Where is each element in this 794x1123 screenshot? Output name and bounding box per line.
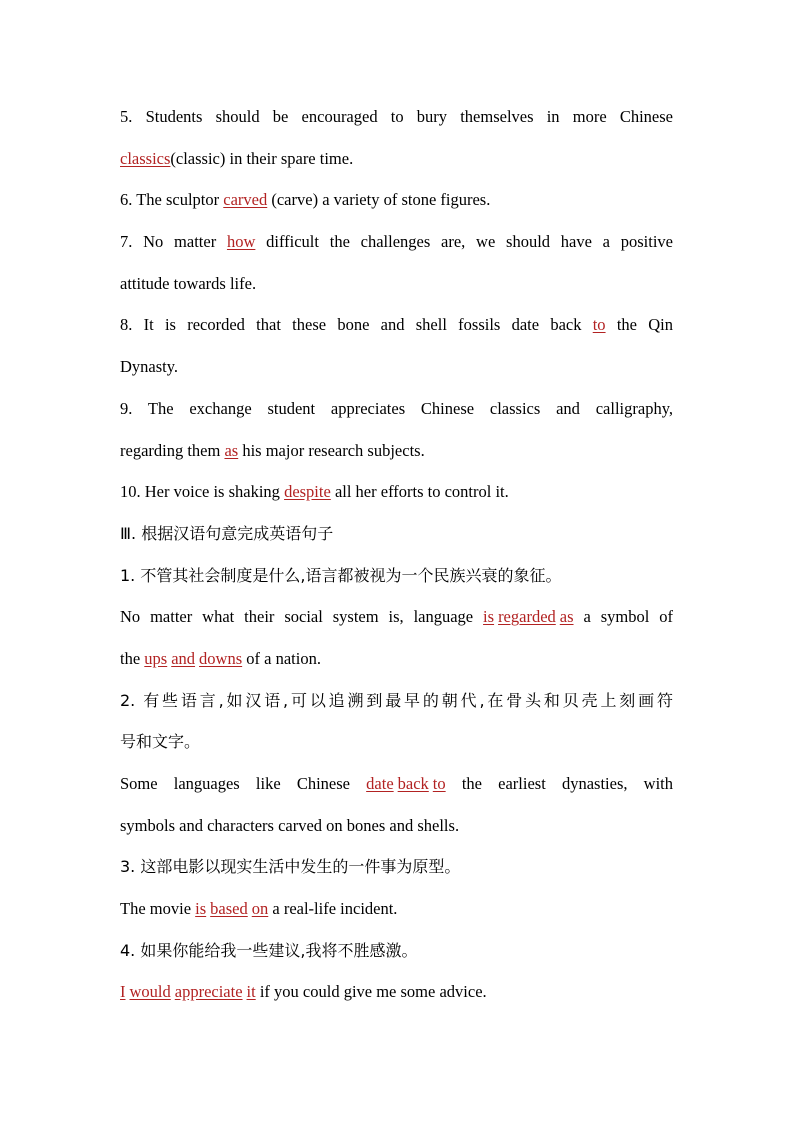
q7-line-2: attitude towards life. — [120, 273, 257, 293]
s1-answer-5: and — [171, 648, 196, 668]
q7-answer: how — [226, 232, 256, 252]
s1-answer-4: ups — [144, 648, 168, 668]
s4-answer-4: it — [246, 982, 256, 1002]
s3-answer-3: on — [251, 899, 269, 919]
q5-answer: classics — [120, 148, 171, 168]
s1-line-1: No matter what their social system is, language is regarded as a symbol of — [120, 607, 673, 627]
s4-chinese: 4. 如果你能给我一些建议,我将不胜感激。 — [120, 940, 418, 960]
s3-answer-2: based — [210, 899, 248, 919]
section-3-heading: Ⅲ. 根据汉语句意完成英语句子 — [120, 523, 334, 543]
q9-line-2: regarding them as his major research subjects. — [120, 440, 425, 460]
s3-line: The movie is based on a real-life incident. — [120, 899, 398, 919]
s2-line-2: symbols and characters carved on bones and shells. — [120, 815, 460, 835]
document-page — [120, 96, 673, 1013]
s2-answer-3: to — [432, 774, 446, 793]
s1-answer-1: is — [483, 607, 495, 627]
s3-chinese: 3. 这部电影以现实生活中发生的一件事为原型。 — [120, 857, 461, 877]
s4-answer-3: appreciate — [174, 982, 243, 1002]
s2-chinese-2: 号和文字。 — [120, 732, 201, 752]
q6-answer: carved — [223, 190, 268, 210]
s2-answer-2: back — [397, 774, 429, 793]
s2-chinese-1: 2. 有些语言,如汉语,可以追溯到最早的朝代,在骨头和贝壳上刻画符 — [120, 690, 673, 710]
s4-line: I would appreciate it if you could give me some advice. — [120, 982, 487, 1002]
s1-answer-3: as — [559, 607, 574, 627]
s3-answer-1: is — [195, 899, 207, 919]
s1-chinese: 1. 不管其社会制度是什么,语言都被视为一个民族兴衰的象征。 — [120, 565, 562, 585]
s4-answer-2: would — [129, 982, 171, 1002]
q5-line-1: 5. Students should be encouraged to bury themselves in more Chinese — [120, 107, 673, 126]
q9-line-1: 9. The exchange student appreciates Chinese classics and calligraphy, — [120, 398, 673, 418]
q9-answer: as — [224, 440, 239, 460]
q7-line-1: 7. No matter how difficult the challenges are, we should have a positive — [120, 232, 674, 252]
s1-answer-2: regarded — [498, 607, 556, 627]
q10-line: 10. Her voice is shaking despite all her efforts to control it. — [120, 482, 509, 502]
q8-answer: to — [592, 315, 606, 335]
q6-line: 6. The sculptor carved (carve) a variety of stone figures. — [120, 190, 491, 210]
q5-line-2: classics(classic) in their spare time. — [120, 148, 354, 168]
s2-answer-1: date — [366, 774, 394, 793]
s1-answer-6: downs — [199, 648, 243, 668]
q8-line-2: Dynasty. — [120, 357, 179, 377]
s2-line-1: Some languages like Chinese date back to the earliest dynasties, with — [120, 774, 673, 793]
q10-answer: despite — [284, 482, 331, 502]
q8-line-1: 8. It is recorded that these bone and shell fossils date back to the Qin — [120, 315, 673, 335]
s1-line-2: the ups and downs of a nation. — [120, 648, 321, 668]
s4-answer-1: I — [120, 982, 126, 1002]
